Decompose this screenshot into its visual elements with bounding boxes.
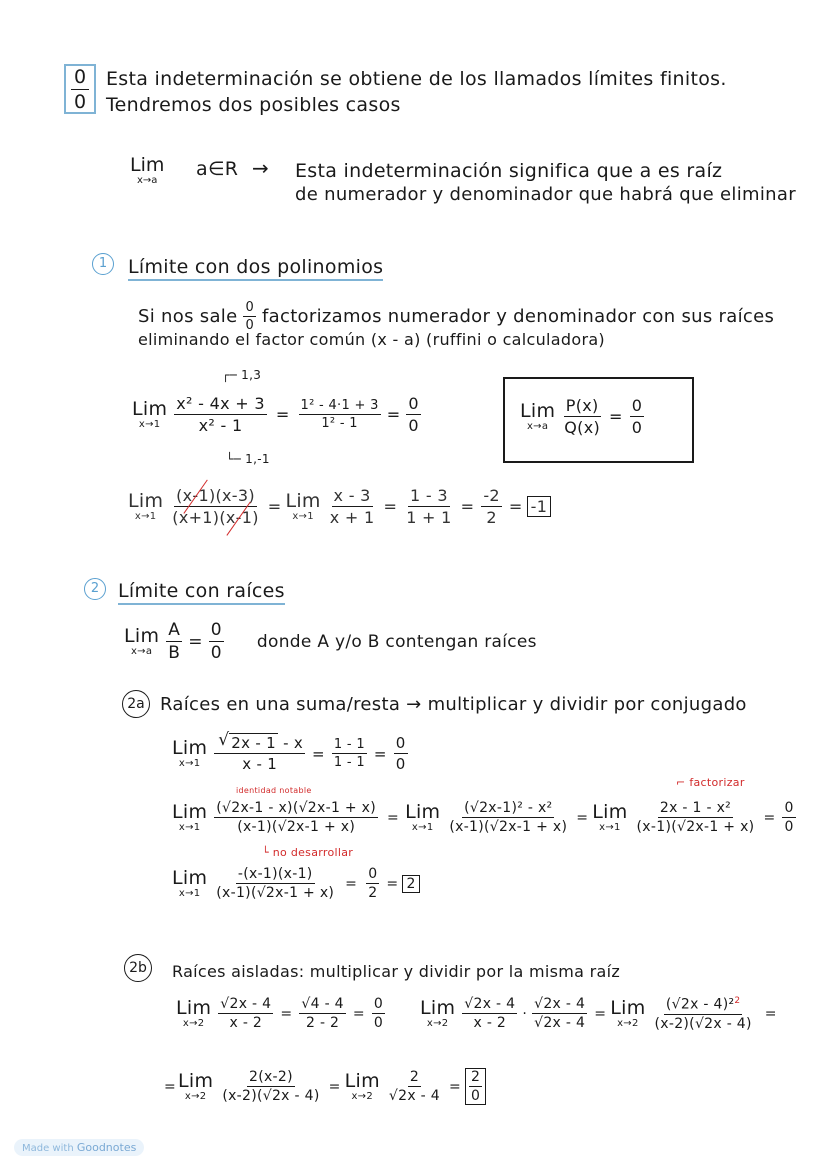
- note-factorizar: ⌐ factorizar: [676, 776, 745, 789]
- subsection-2b-title: Raíces aisladas: multiplicar y dividir por la misma raíz: [172, 962, 621, 981]
- intro-line-2: Tendremos dos posibles casos: [106, 94, 401, 116]
- 2b-example-2: Lim x→2 $\frac{√2x - 4}{x - 2}$ · $\frac{√2x - 4}{√2x - 4}$ = Lim x→2 $\frac{(√2x - 4)^2^2}{(x-2)(√2x - 4)}$ =: [420, 996, 777, 1032]
- zero-over-zero-box: [64, 64, 96, 114]
- section-2-definition: Lim x→a $\frac{A}{B}$ = $\frac{0}{0}$ donde A y/o B contengan raíces: [124, 620, 537, 663]
- general-text-2: de numerador y denominador que habrá que eliminar: [295, 184, 796, 205]
- intro-line-1: Esta indeterminación se obtiene de los llamados límites finitos.: [106, 68, 727, 90]
- goodnotes-badge: Made with Goodnotes: [14, 1139, 144, 1156]
- 2a-example-3: Lim x→1 $\frac{-(x-1)(x-1)}{(x-1)(√2x-1 + x)}$ = $\frac{0}{2}$ = 2: [172, 866, 420, 901]
- general-rule-formula: Lim x→a $\frac{P(x)}{Q(x)}$ = $\frac{0}{0}$: [520, 396, 643, 437]
- subsection-2b-label: 2b: [124, 954, 152, 982]
- general-limit: Lim x→a: [130, 154, 165, 186]
- general-text-1: Esta indeterminación significa que a es raíz: [295, 160, 723, 182]
- section-1-desc-2: eliminando el factor común (x - a) (ruffini o calculadora): [138, 330, 605, 349]
- roots-numerator-note: ┌─ 1,3: [222, 368, 262, 382]
- result-box: -1: [527, 496, 552, 517]
- box-denominator: 0: [73, 90, 87, 113]
- section-1-number: 1: [92, 252, 114, 275]
- section-1-desc-1: Si nos sale $\frac{0}{0}$ factorizamos numerador y denominador con sus raíces: [138, 300, 775, 333]
- subsection-2a-title: Raíces en una suma/resta → multiplicar y dividir por conjugado: [160, 694, 747, 715]
- 2b-example-3: = Lim x→2 $\frac{2(x-2)}{(x-2)(√2x - 4)}$ = Lim x→2 $\frac{2}{√2x - 4}$ = $\frac{2}{0}$: [164, 1068, 486, 1105]
- section-1-title: Límite con dos polinomios: [128, 256, 383, 281]
- result-box: 2: [402, 875, 419, 893]
- roots-denominator-note: └─ 1,-1: [226, 452, 270, 466]
- general-condition: a∈R: [196, 158, 239, 180]
- section-1-example-2: Lim x→1 $\frac{(x-1)(x-3)}{(x+1)(x-1)}$ = Lim x→1 $\frac{x - 3}{x + 1}$ = $\frac{1 - 3}{1 + 1}$ = $\frac{-2}{2}$ = -1: [128, 486, 551, 527]
- note-no-desarrollar: └ no desarrollar: [262, 846, 354, 859]
- arrow-icon: →: [252, 156, 270, 180]
- section-2-title: Límite con raíces: [118, 580, 285, 605]
- subsection-2a-label: 2a: [122, 690, 150, 718]
- note-identidad-notable: identidad notable: [236, 786, 312, 795]
- box-numerator: 0: [73, 65, 87, 88]
- 2a-example-1: Lim x→1 √ $\frac{2x - 1 - x}{x - 1}$ = $\frac{1 - 1}{1 - 1}$ = $\frac{0}{0}$: [172, 734, 411, 773]
- 2a-example-2: Lim x→1 $\frac{(√2x-1 - x)(√2x-1 + x)}{(x-1)(√2x-1 + x)}$ = Lim x→1 $\frac{\text{(√2x-1)² - x²}}{(x-1)(√2x-1 + x)}$ = Lim x→1 $\frac{\text{2x - 1 - x²}}{(x-1)(√2x-1 + x)}$ = $\frac{0}{0}$: [172, 800, 794, 835]
- section-1-example-1: Lim x→1 $\frac{\text{x² - 4x + 3}}{\text{x² - 1}}$ = $\frac{\text{1² - 4·1 + 3}}{\text{1² - 1}}$ = $\frac{0}{0}$: [132, 394, 419, 435]
- section-2-number: 2: [84, 577, 106, 600]
- 2b-example-1: Lim x→2 $\frac{√2x - 4}{x - 2}$ = $\frac{√4 - 4}{2 - 2}$ = $\frac{0}{0}$: [176, 996, 384, 1031]
